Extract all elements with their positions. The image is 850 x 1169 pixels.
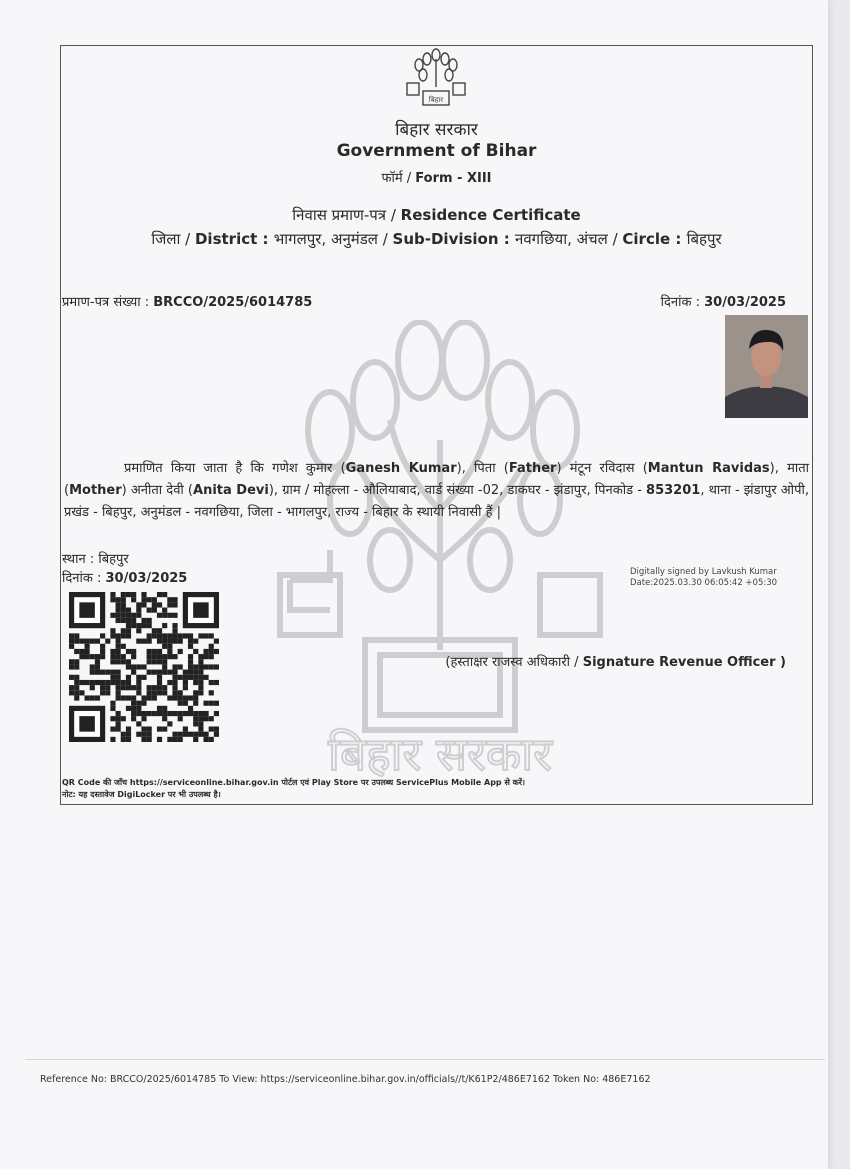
cert-no-value: BRCCO/2025/6014785: [153, 295, 313, 310]
emblem-text: बिहार: [428, 96, 444, 104]
body-text: ) अनीता देवी (: [121, 483, 194, 498]
circle-label-hi: अंचल /: [576, 230, 623, 248]
district-label-hi: जिला /: [151, 230, 195, 248]
circle-label-en: Circle :: [622, 230, 687, 248]
circle-value: बिहपुर: [686, 230, 722, 248]
signature-hindi: (हस्ताक्षर राजस्व अधिकारी /: [445, 655, 583, 670]
applicant-name-en: Ganesh Kumar: [345, 461, 457, 476]
pincode: 853201: [646, 483, 701, 498]
digital-signature: [630, 567, 777, 589]
body-text: ), ग्राम / मोहल्ला - औलियाबाद, वार्ड संख्या -02, डाकघर - झंडापुर, पिनकोड -: [268, 483, 647, 498]
govt-english-title: Government of Bihar: [336, 141, 537, 161]
district-value: भागलपुर,: [273, 230, 331, 248]
bihar-emblem-logo: [403, 47, 469, 109]
reference-footer: Reference No: BRCCO/2025/6014785 To View: https://serviceonline.bihar.gov.in/officials//t/K61P2/486E7162 Token No: 486E7162: [40, 1074, 651, 1085]
body-text: ), माता (: [64, 461, 809, 498]
issue-date-value: 30/03/2025: [105, 571, 188, 586]
issue-date-label: दिनांक :: [62, 571, 106, 586]
father-name-en: Mantun Ravidas: [647, 461, 770, 476]
form-hindi: फॉर्म /: [381, 171, 416, 186]
digsig-line2: Date:2025.03.30 06:05:42 +05:30: [630, 578, 778, 588]
location-line: [60, 229, 813, 249]
certificate-number: [62, 292, 312, 310]
body-text: ) मंटून रविदास (: [556, 461, 648, 476]
title-hindi: निवास प्रमाण-पत्र /: [292, 206, 401, 224]
subdiv-value: नवगछिया,: [515, 230, 577, 248]
mother-name-en: Anita Devi: [193, 483, 269, 498]
body-text: ), पिता (: [456, 461, 509, 476]
place-value: बिहपुर: [98, 552, 129, 567]
form-number: [60, 168, 813, 186]
issue-date-line: [62, 568, 187, 586]
certification-paragraph: [64, 458, 809, 524]
certificate-title: [60, 205, 813, 225]
subdiv-label-en: Sub-Division :: [392, 230, 515, 248]
cert-no-label: प्रमाण-पत्र संख्या :: [62, 295, 154, 310]
form-english: Form - XIII: [415, 171, 492, 186]
body-text: प्रमाणित किया जाता है कि गणेश कुमार (: [124, 461, 346, 476]
signature-english: Signature Revenue Officer ): [582, 655, 786, 670]
digsig-line1: Digitally signed by Lavkush Kumar: [630, 567, 777, 577]
footer-divider: [25, 1059, 825, 1060]
title-english: Residence Certificate: [400, 206, 581, 224]
applicant-photo: [725, 315, 808, 418]
qr-code[interactable]: [68, 592, 220, 742]
watermark-text: बिहार सरकार: [328, 727, 552, 780]
place-line: [62, 549, 129, 567]
signature-line: [445, 652, 786, 670]
qr-verification-note: QR Code की जाँच https://serviceonline.bihar.gov.in पोर्टल एवं Play Store पर उपलब्ध ServicePlus Mobile App से करें।: [62, 778, 526, 787]
certificate-date: [661, 292, 786, 310]
digilocker-note: नोट: यह दस्तावेज DigiLocker पर भी उपलब्ध है।: [62, 790, 221, 799]
subdiv-label-hi: अनुमंडल /: [330, 230, 393, 248]
date-label: दिनांक :: [660, 295, 705, 310]
govt-hindi-title: बिहार सरकार: [395, 120, 478, 140]
place-label: स्थान :: [62, 552, 99, 567]
father-label: Father: [508, 461, 557, 476]
district-label-en: District :: [194, 230, 274, 248]
mother-label: Mother: [69, 483, 122, 498]
body-text: , थाना - झंडापुर ओपी, प्रखंड - बिहपुर, अनुमंडल - नवगछिया, जिला - भागलपुर, राज्य - बिहार के स्थायी निवासी हैं |: [64, 483, 809, 520]
date-value: 30/03/2025: [704, 295, 786, 310]
